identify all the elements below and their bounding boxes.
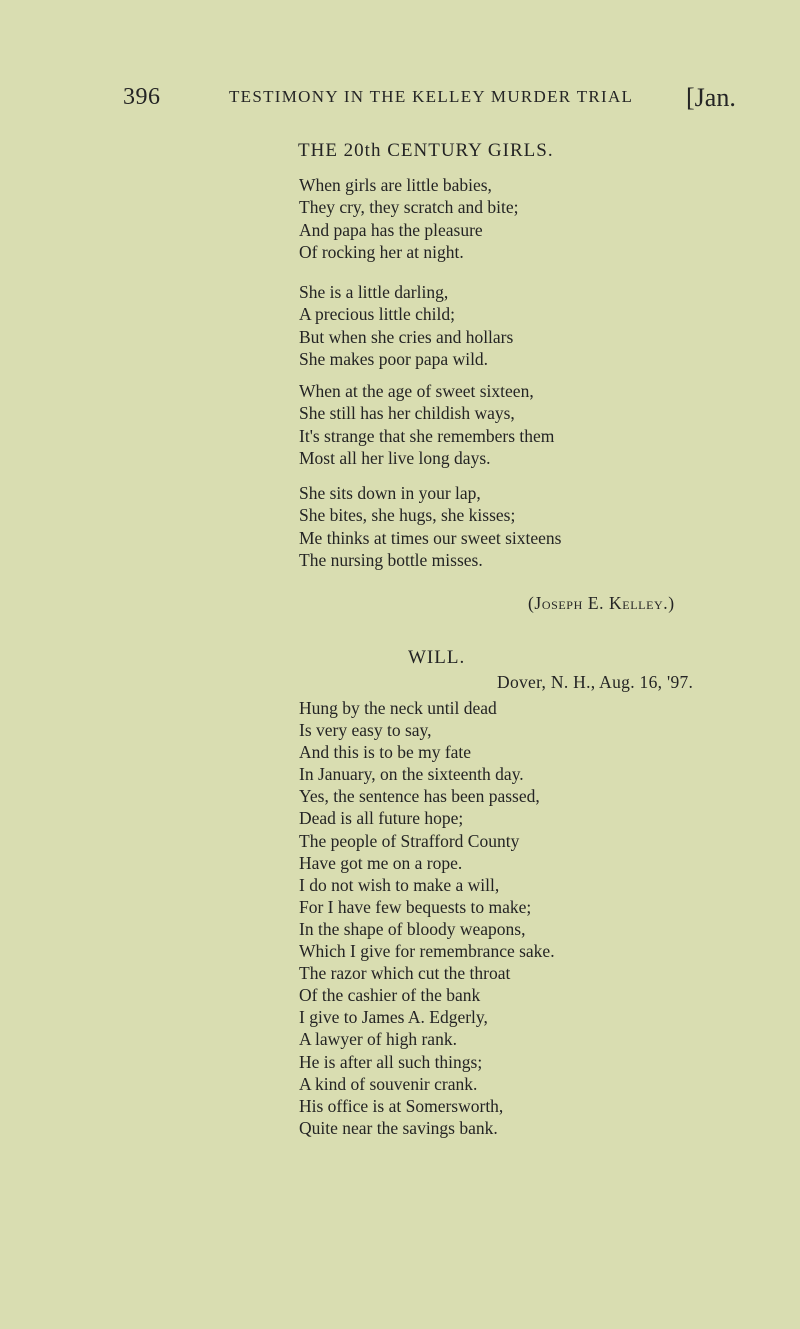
stanza-4 [299, 482, 561, 571]
will-poem-body [299, 697, 555, 1139]
running-head [0, 84, 800, 118]
poem-line: Of rocking her at night. [299, 241, 464, 262]
poem-line: She sits down in your lap, [299, 483, 481, 503]
poem-line: Dead is all future hope; [299, 808, 464, 829]
poem-line: I give to James A. Edgerly, [299, 1007, 488, 1028]
poem-line: Have got me on a rope. [299, 852, 463, 873]
poem-line: For I have few bequests to make; [299, 896, 532, 917]
poem-line: The nursing bottle misses. [299, 549, 483, 570]
dateline: Dover, N. H., Aug. 16, '97. [497, 672, 694, 692]
poem-attribution: (Joseph E. Kelley.) [528, 593, 675, 613]
poem-line: Which I give for remembrance sake. [299, 941, 555, 962]
stanza-3 [299, 380, 554, 469]
poem-line: In the shape of bloody weapons, [299, 918, 526, 939]
poem-line: A precious little child; [299, 304, 456, 325]
poem-line: She makes poor papa wild. [299, 348, 489, 369]
poem-line: When girls are little babies, [299, 175, 492, 195]
poem-line: Me thinks at times our sweet sixteens [299, 527, 562, 548]
poem-line: In January, on the sixteenth day. [299, 764, 524, 785]
poem-line: It's strange that she remembers them [299, 425, 555, 446]
stanza-1 [299, 174, 518, 263]
poem-line: The razor which cut the throat [299, 963, 511, 984]
poem-line: I do not wish to make a will, [299, 874, 500, 895]
page-number: 396 [123, 84, 161, 110]
poem-line: Is very easy to say, [299, 720, 432, 741]
poem-line: They cry, they scratch and bite; [299, 197, 519, 218]
poem-line: His office is at Somersworth, [299, 1095, 504, 1116]
poem-line: And papa has the pleasure [299, 219, 483, 240]
running-month: [Jan. [686, 83, 736, 112]
poem-line: She is a little darling, [299, 282, 449, 302]
poem-line: When at the age of sweet sixteen, [299, 381, 534, 401]
poem-line: She still has her childish ways, [299, 403, 515, 424]
poem-line: Of the cashier of the bank [299, 985, 481, 1006]
poem-line: She bites, she hugs, she kisses; [299, 505, 516, 526]
poem-line: Yes, the sentence has been passed, [299, 786, 540, 807]
poem-title-century-girls: THE 20th CENTURY GIRLS. [298, 140, 554, 161]
poem-line: Most all her live long days. [299, 447, 491, 468]
poem-line: He is after all such things; [299, 1051, 483, 1072]
poem-title-will: WILL. [408, 647, 466, 668]
poem-line: A kind of souvenir crank. [299, 1073, 478, 1094]
poem-line: Quite near the savings bank. [299, 1117, 498, 1138]
poem-line: The people of Strafford County [299, 830, 520, 851]
poem-line: But when she cries and hollars [299, 326, 514, 347]
poem-line: Hung by the neck until dead [299, 698, 497, 718]
stanza-2 [299, 281, 513, 370]
poem-line: And this is to be my fate [299, 742, 472, 763]
poem-line: A lawyer of high rank. [299, 1029, 457, 1050]
running-title: TESTIMONY IN THE KELLEY MURDER TRIAL [229, 87, 634, 106]
